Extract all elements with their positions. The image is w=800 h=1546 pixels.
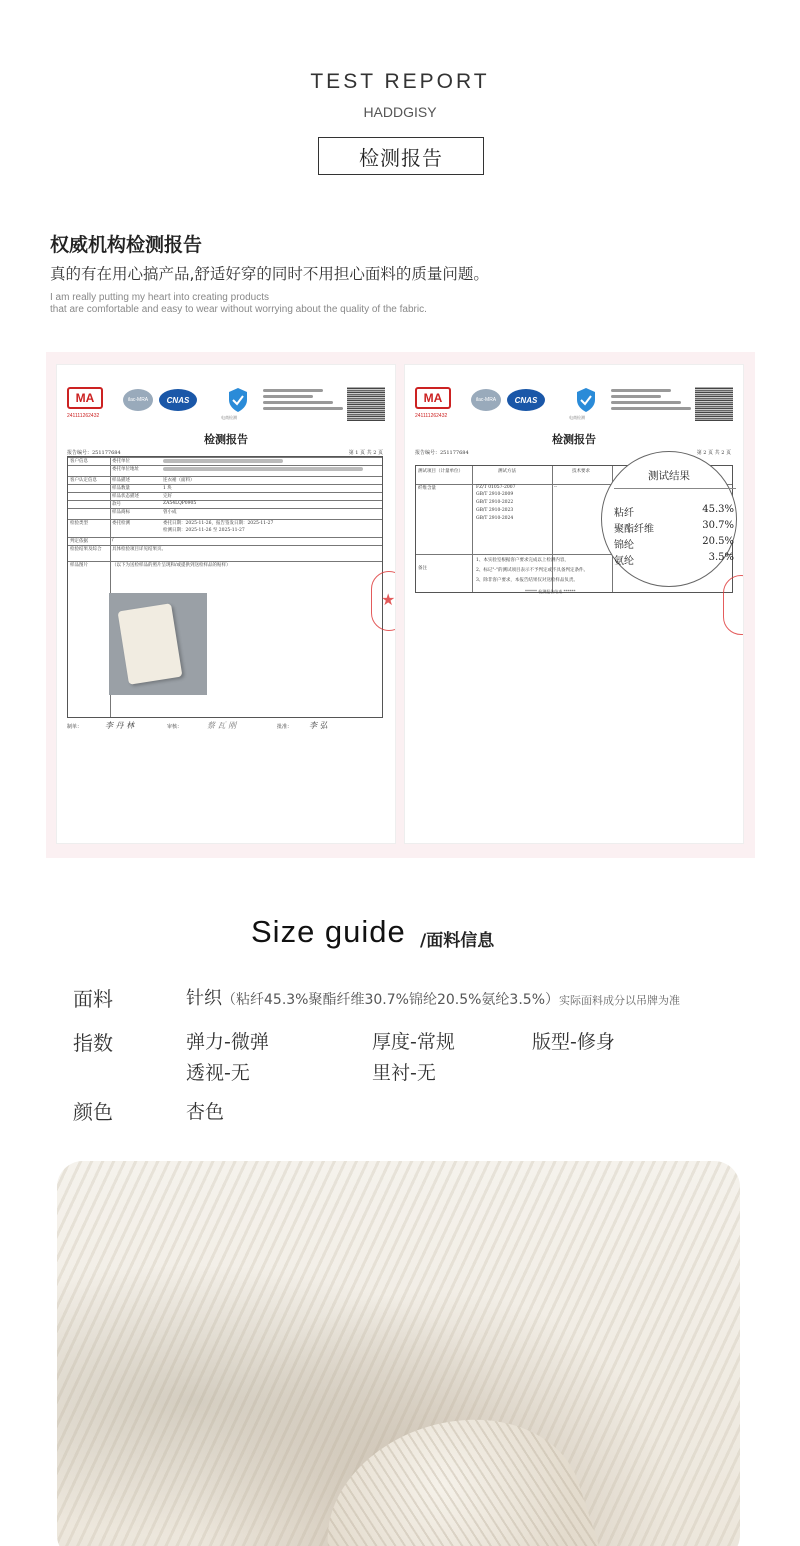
reviewer-label: 审核： [167,724,183,730]
report-number: 报告编号：251177684 [67,450,121,456]
cert-badge-text: 电商检测 [221,415,237,420]
index-label: 指数 [73,1031,113,1055]
reviewer-signature: 蔡 瓦 刚 [207,721,237,730]
maker-label: 制单： [67,724,83,730]
qr-code [695,387,733,421]
test-results-table: 测试项目（计量单位） 测试方法 技术要求 纤维含量 FZ/T 01057-2007 -- GB/T 2910-2009 GB/T 2910-2022 GB/T 2910-2023 GB/T 2910-2024 备注 1、本实验室根据客户要求完成以上检测内容， 2、标记"-"的测试项目表示不予判定或不具备判定条件。 3、除非客户要求，本报告结果仅对送检样品负责。 [415,465,733,593]
shield-icon [227,387,249,413]
brand-name: HADDGISY [363,104,437,120]
fabric-label: 面料 [73,987,113,1011]
index-elasticity: 弹力-微弹 [186,1031,269,1053]
ilac-logo: ilac-MRA [123,389,153,411]
table-row: 客户认定信息 样品描述 连衣裙（面料） [68,476,382,477]
fabric-fold [300,1388,609,1546]
maker-signature: 李 丹 林 [105,721,135,730]
table-row: 样品图片 （以下为送检样品的照片呈现和/或提供到送检样品的贴样） [68,561,382,562]
page-indicator: 第 1 页 共 2 页 [348,450,383,456]
fabric-value [186,984,680,1010]
report-title: 检测报告 [204,433,248,446]
table-row: 样品商标 曾小成 [68,508,382,509]
intro-heading: 权威机构检测报告 [50,234,203,256]
table-row: 样品状态描述 完好 [68,492,382,493]
red-seal: ★ [371,571,396,631]
table-row: 纤维含量 FZ/T 01057-2007 -- [416,484,732,485]
cnas-logo: CNAS [507,389,545,411]
report-number: 报告编号：251177684 [415,450,469,456]
fabric-composition: （粘纤45.3%聚酯纤维30.7%锦纶20.5%氨纶3.5%） [222,992,559,1008]
table-row: 判定依据 / [68,537,382,538]
index-thickness: 厚度-常规 [372,1031,455,1053]
page-title: TEST REPORT [310,70,490,93]
contact-info [263,389,343,410]
cma-number: 241111262432 [67,413,100,419]
report-box-label: 检测报告 [318,137,484,175]
cma-logo: MA [415,387,451,409]
table-row: 款号 ZA54LQP0905 [68,500,382,501]
magnifier-title: 测试结果 [648,470,690,482]
page-indicator: 第 2 页 共 2 页 [696,450,731,456]
cert-badge-text: 电商检测 [569,415,585,420]
cnas-logo: CNAS [159,389,197,411]
report-page-1 [56,364,396,844]
intro-english-line-2: that are comfortable and easy to wear without worrying about the quality of the fabric. [50,304,427,315]
report-page-2 [404,364,744,844]
logo-row [415,387,733,427]
index-fit: 版型-修身 [532,1031,615,1053]
report-info-table: 客户信息 委托单位 委托单位地址 客户认定信息 样品描述 连衣裙（面料） 样品数量 1 块 样品状态描述 完好 款号 ZA54LQP0905 样品商标 曾小成 检验类型 委托检测 委托日期：2025-11-26，报告签发日期：2025-11-27 检测日期：2025-11-26 至 2025-11-27 判定依据 / 检验结果及综合 具体检验项目详见结果页。 样品图片 （以下为送检样品的照片呈现和/或提供到送检样品的贴样） [67,456,383,718]
color-label: 颜色 [73,1100,113,1124]
magnified-results: 测试结果 粘纤 45.3% 聚酯纤维 30.7% 锦纶 20.5% 氨纶 3.5% [601,451,737,587]
table-row: 委托单位地址 [68,465,382,466]
cma-logo: MA [67,387,103,409]
remark-row: 备注 1、本实验室根据客户要求完成以上检测内容， 2、标记"-"的测试项目表示不予判定或不具备判定条件。 3、除非客户要求，本报告结果仅对送检样品负责。 [416,554,732,555]
index-lining: 里衬-无 [372,1062,436,1084]
cma-number: 241111262432 [415,413,448,419]
fabric-note: 实际面料成分以吊牌为准 [559,994,680,1007]
sample-photo [109,593,207,695]
shield-icon [575,387,597,413]
color-value: 杏色 [186,1101,225,1123]
index-sheerness: 透视-无 [186,1062,250,1084]
table-row: 检验类型 委托检测 委托日期：2025-11-26，报告签发日期：2025-11-27 [68,519,382,520]
ilac-logo: ilac-MRA [471,389,501,411]
fabric-closeup-photo [57,1161,740,1546]
approver-label: 批准： [277,724,293,730]
qr-code [347,387,385,421]
logo-row [67,387,385,427]
table-row: 检验结果及综合 具体检验项目详见结果页。 [68,545,382,546]
table-row: 客户信息 委托单位 [68,457,382,458]
table-row: 样品数量 1 块 [68,484,382,485]
report-title: 检测报告 [552,433,596,446]
end-mark: ****** 检测报告结束 ****** [525,589,576,594]
approver-signature: 李 弘 [309,721,328,730]
size-guide-title: Size guide [251,914,406,949]
intro-description: 真的有在用心搞产品,舒适好穿的同时不用担心面料的质量问题。 [50,265,489,283]
fabric-type: 针织 [186,988,222,1009]
size-guide-subtitle: /面料信息 [420,931,495,951]
intro-english-line-1: I am really putting my heart into creating products [50,292,269,303]
contact-info [611,389,691,410]
red-seal [723,575,744,635]
